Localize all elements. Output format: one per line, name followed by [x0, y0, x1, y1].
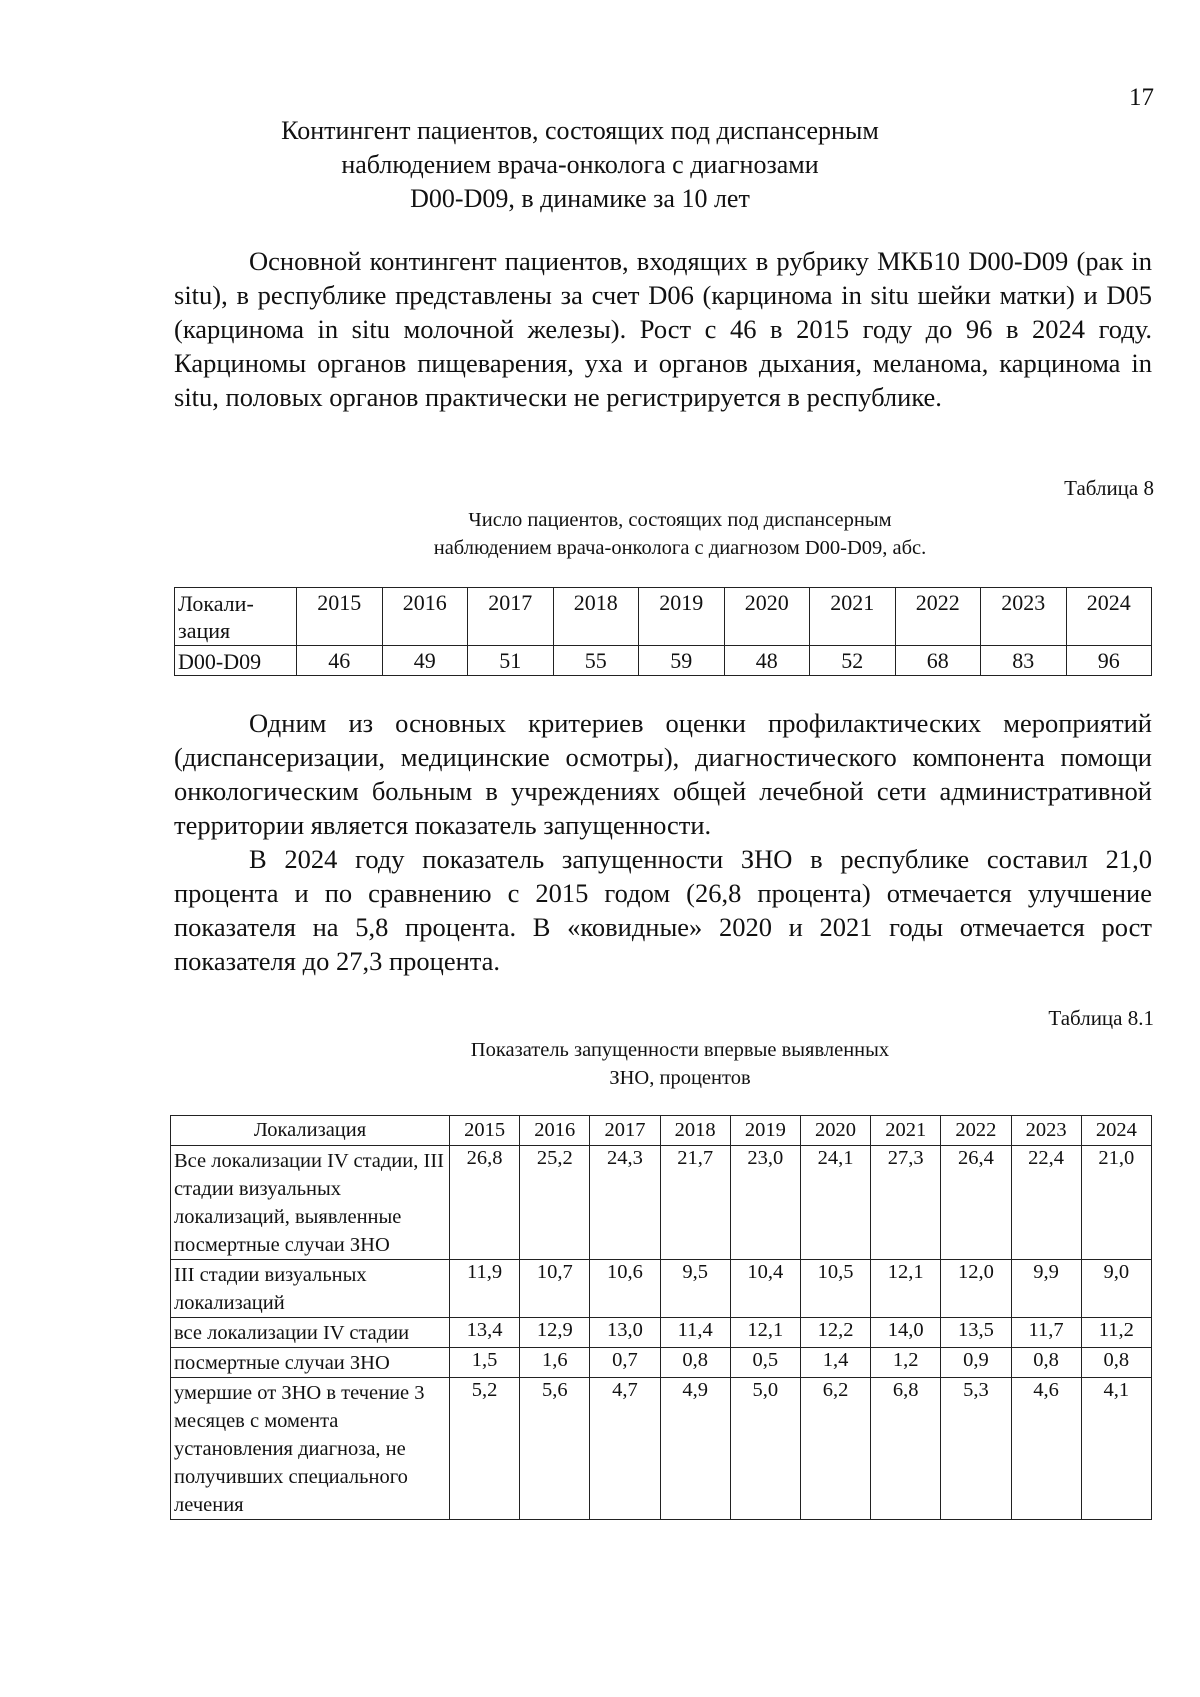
value-cell: 12,1	[871, 1260, 941, 1318]
value-cell: 5,2	[450, 1378, 520, 1520]
value-cell: 10,5	[800, 1260, 870, 1318]
header-cell-year: 2017	[468, 588, 554, 646]
table-row	[171, 1378, 1152, 1520]
value-cell: 4,7	[590, 1378, 660, 1520]
header-cell-year: 2021	[871, 1116, 941, 1146]
value-cell: 21,7	[660, 1146, 730, 1260]
value-cell: 55	[553, 646, 639, 676]
table-8-label: Таблица 8	[1064, 476, 1154, 500]
header-cell-year: 2015	[450, 1116, 520, 1146]
header-cell-year: 2021	[810, 588, 896, 646]
value-cell: 22,4	[1011, 1146, 1081, 1260]
table-8-1	[170, 1115, 1152, 1520]
paragraph-text: В 2024 году показатель запущенности ЗНО в республике составил 21,0 процента и по сравнению с 2015 годом (26,8 процента) отмечается улучшение показателя на 5,8 процента. В «ковидные» 2020 и 2021 годы отмечается рост показателя до 27,3 процента.	[174, 844, 1152, 976]
value-cell: 52	[810, 646, 896, 676]
header-cell-year: 2022	[895, 588, 981, 646]
value-cell: 1,5	[450, 1348, 520, 1378]
value-cell: 68	[895, 646, 981, 676]
value-cell: 0,8	[660, 1348, 730, 1378]
heading-line: D00-D09, в динамике за 10 лет	[410, 184, 750, 213]
value-cell: 6,2	[800, 1378, 870, 1520]
header-cell-localization: Локализация	[171, 1116, 450, 1146]
table-8-caption	[300, 506, 1060, 562]
value-cell: 0,5	[730, 1348, 800, 1378]
paragraph-intro	[174, 244, 1152, 414]
value-cell: 83	[981, 646, 1067, 676]
value-cell: 13,4	[450, 1318, 520, 1348]
section-heading	[150, 114, 1010, 216]
value-cell: 10,6	[590, 1260, 660, 1318]
header-cell-year: 2023	[1011, 1116, 1081, 1146]
header-cell-year: 2022	[941, 1116, 1011, 1146]
value-cell: 4,6	[1011, 1378, 1081, 1520]
table-row	[171, 1260, 1152, 1318]
header-cell-year: 2024	[1066, 588, 1152, 646]
table-8	[174, 587, 1152, 676]
value-cell: 13,5	[941, 1318, 1011, 1348]
value-cell: 59	[639, 646, 725, 676]
value-cell: 13,0	[590, 1318, 660, 1348]
value-cell: 1,6	[520, 1348, 590, 1378]
value-cell: 25,2	[520, 1146, 590, 1260]
header-cell-year: 2023	[981, 588, 1067, 646]
header-cell-year: 2019	[730, 1116, 800, 1146]
table-row	[171, 1348, 1152, 1378]
header-cell-localization: Локали-зация	[175, 588, 297, 646]
paragraph-text: Одним из основных критериев оценки профилактических мероприятий (диспансеризации, медицинские осмотры), диагностического компонента помощи онкологическим больным в учреждениях общей лечебной сети административной территории является показатель запущенности.	[174, 708, 1152, 840]
value-cell: 23,0	[730, 1146, 800, 1260]
value-cell: 5,3	[941, 1378, 1011, 1520]
row-label: все локализации IV стадии	[171, 1318, 450, 1348]
header-cell-year: 2015	[297, 588, 383, 646]
value-cell: 48	[724, 646, 810, 676]
value-cell: 10,4	[730, 1260, 800, 1318]
value-cell: 11,9	[450, 1260, 520, 1318]
value-cell: 24,1	[800, 1146, 870, 1260]
value-cell: 0,7	[590, 1348, 660, 1378]
table-header-row	[175, 588, 1152, 646]
value-cell: 11,4	[660, 1318, 730, 1348]
value-cell: 0,8	[1081, 1348, 1151, 1378]
table-8-1-caption	[300, 1036, 1060, 1092]
caption-line: наблюдением врача-онколога с диагнозом D00-D09, абс.	[433, 537, 927, 559]
value-cell: 9,0	[1081, 1260, 1151, 1318]
value-cell: 0,9	[941, 1348, 1011, 1378]
value-cell: 12,9	[520, 1318, 590, 1348]
heading-line: Контингент пациентов, состоящих под диспансерным	[281, 116, 879, 145]
value-cell: 9,9	[1011, 1260, 1081, 1318]
row-label: III стадии визуальных локализаций	[171, 1260, 450, 1318]
value-cell: 1,2	[871, 1348, 941, 1378]
header-cell-year: 2019	[639, 588, 725, 646]
value-cell: 96	[1066, 646, 1152, 676]
value-cell: 24,3	[590, 1146, 660, 1260]
header-cell-year: 2016	[520, 1116, 590, 1146]
value-cell: 4,1	[1081, 1378, 1151, 1520]
value-cell: 5,6	[520, 1378, 590, 1520]
paragraph-criteria	[174, 706, 1152, 842]
value-cell: 27,3	[871, 1146, 941, 1260]
value-cell: 10,7	[520, 1260, 590, 1318]
caption-line: ЗНО, процентов	[609, 1067, 751, 1089]
row-label: умершие от ЗНО в течение 3 месяцев с момента установления диагноза, не получивших специального лечения	[171, 1378, 450, 1520]
caption-line: Показатель запущенности впервые выявленных	[470, 1039, 890, 1061]
page-number: 17	[1129, 84, 1154, 111]
header-cell-year: 2020	[800, 1116, 870, 1146]
row-label: Все локализации IV стадии, III стадии визуальных локализаций, выявленные посмертные случаи ЗНО	[171, 1146, 450, 1260]
value-cell: 14,0	[871, 1318, 941, 1348]
value-cell: 4,9	[660, 1378, 730, 1520]
table-row	[171, 1318, 1152, 1348]
table-row	[171, 1146, 1152, 1260]
value-cell: 46	[297, 646, 383, 676]
value-cell: 0,8	[1011, 1348, 1081, 1378]
header-cell-year: 2018	[553, 588, 639, 646]
caption-line: Число пациентов, состоящих под диспансерным	[468, 509, 892, 531]
paragraph-2024-indicator	[174, 842, 1152, 978]
value-cell: 9,5	[660, 1260, 730, 1318]
table-row	[175, 646, 1152, 676]
value-cell: 51	[468, 646, 554, 676]
value-cell: 12,2	[800, 1318, 870, 1348]
value-cell: 11,2	[1081, 1318, 1151, 1348]
value-cell: 26,8	[450, 1146, 520, 1260]
header-cell-year: 2018	[660, 1116, 730, 1146]
value-cell: 26,4	[941, 1146, 1011, 1260]
header-cell-year: 2020	[724, 588, 810, 646]
row-label: D00-D09	[175, 646, 297, 676]
table-8-1-label: Таблица 8.1	[1048, 1006, 1154, 1030]
table-header-row	[171, 1116, 1152, 1146]
header-cell-year: 2024	[1081, 1116, 1151, 1146]
header-cell-year: 2016	[382, 588, 468, 646]
value-cell: 49	[382, 646, 468, 676]
value-cell: 5,0	[730, 1378, 800, 1520]
header-cell-year: 2017	[590, 1116, 660, 1146]
value-cell: 12,1	[730, 1318, 800, 1348]
heading-line: наблюдением врача-онколога с диагнозами	[341, 150, 819, 179]
row-label: посмертные случаи ЗНО	[171, 1348, 450, 1378]
value-cell: 1,4	[800, 1348, 870, 1378]
paragraph-text: Основной контингент пациентов, входящих в рубрику МКБ10 D00-D09 (рак in situ), в республике представлены за счет D06 (карцинома in situ шейки матки) и D05 (карцинома in situ молочной железы). Рост с 46 в 2015 году до 96 в 2024 году. Карциномы органов пищеварения, уха и органов дыхания, меланома, карцинома in situ, половых органов практически не регистрируется в республике.	[174, 246, 1152, 412]
value-cell: 11,7	[1011, 1318, 1081, 1348]
value-cell: 6,8	[871, 1378, 941, 1520]
value-cell: 12,0	[941, 1260, 1011, 1318]
value-cell: 21,0	[1081, 1146, 1151, 1260]
